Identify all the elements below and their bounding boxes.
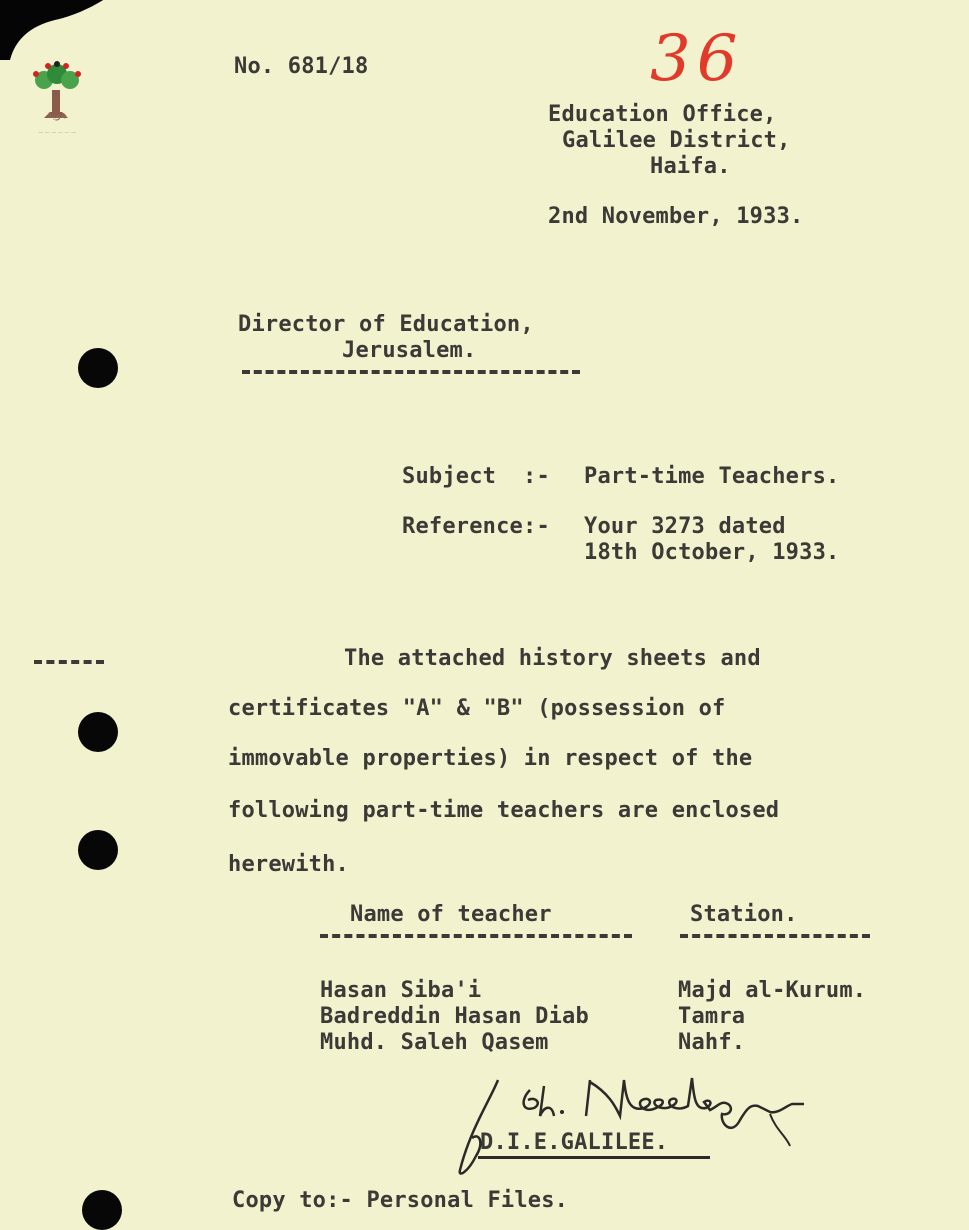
teacher-station: Tamra [678, 1004, 746, 1029]
body-line-3: immovable properties) in respect of the [228, 746, 753, 771]
teacher-station: Majd al-Kurum. [678, 978, 867, 1003]
body-line-2: certificates "A" & "B" (possession of [228, 696, 726, 721]
teacher-name: Muhd. Saleh Qasem [320, 1030, 549, 1055]
body-line-4: following part-time teachers are enclosed [228, 798, 780, 823]
reference-line-2: 18th October, 1933. [584, 540, 840, 565]
punch-hole [78, 348, 118, 388]
teacher-station: Nahf. [678, 1030, 746, 1055]
sender-line-3: Haifa. [650, 154, 731, 179]
reference-label: Reference:- [402, 514, 550, 539]
reference-line-1: Your 3273 dated [584, 514, 786, 539]
subject-label: Subject :- [402, 464, 550, 489]
column-underline-station [680, 934, 870, 938]
body-line-1: The attached history sheets and [344, 646, 761, 671]
subject-value: Part-time Teachers. [584, 464, 840, 489]
letter-date: 2nd November, 1933. [548, 204, 804, 229]
margin-dash-mark [34, 660, 104, 664]
logo-text: هوية [46, 108, 68, 121]
body-line-5: herewith. [228, 852, 350, 877]
teacher-name: Hasan Siba'i [320, 978, 482, 1003]
addressee-underline [242, 370, 580, 374]
copy-to-line: Copy to:- Personal Files. [232, 1188, 569, 1213]
handwritten-signature [440, 1060, 880, 1180]
punch-hole [82, 1190, 122, 1230]
column-header-name: Name of teacher [350, 902, 552, 927]
signature-underline [478, 1156, 710, 1159]
folio-number: 36 [650, 22, 744, 96]
file-number: No. 681/18 [234, 54, 369, 79]
signature-title: D.I.E.GALILEE. [480, 1130, 669, 1155]
column-underline-name [320, 934, 632, 938]
punch-hole [78, 830, 118, 870]
teacher-name: Badreddin Hasan Diab [320, 1004, 589, 1029]
sender-line-2: Galilee District, [562, 128, 791, 153]
logo-subtext-decoration: — — — — — — [38, 130, 76, 136]
sender-line-1: Education Office, [548, 102, 777, 127]
column-header-station: Station. [690, 902, 798, 927]
punch-hole [78, 712, 118, 752]
addressee-line-2: Jerusalem. [342, 338, 477, 363]
addressee-line-1: Director of Education, [238, 312, 534, 337]
